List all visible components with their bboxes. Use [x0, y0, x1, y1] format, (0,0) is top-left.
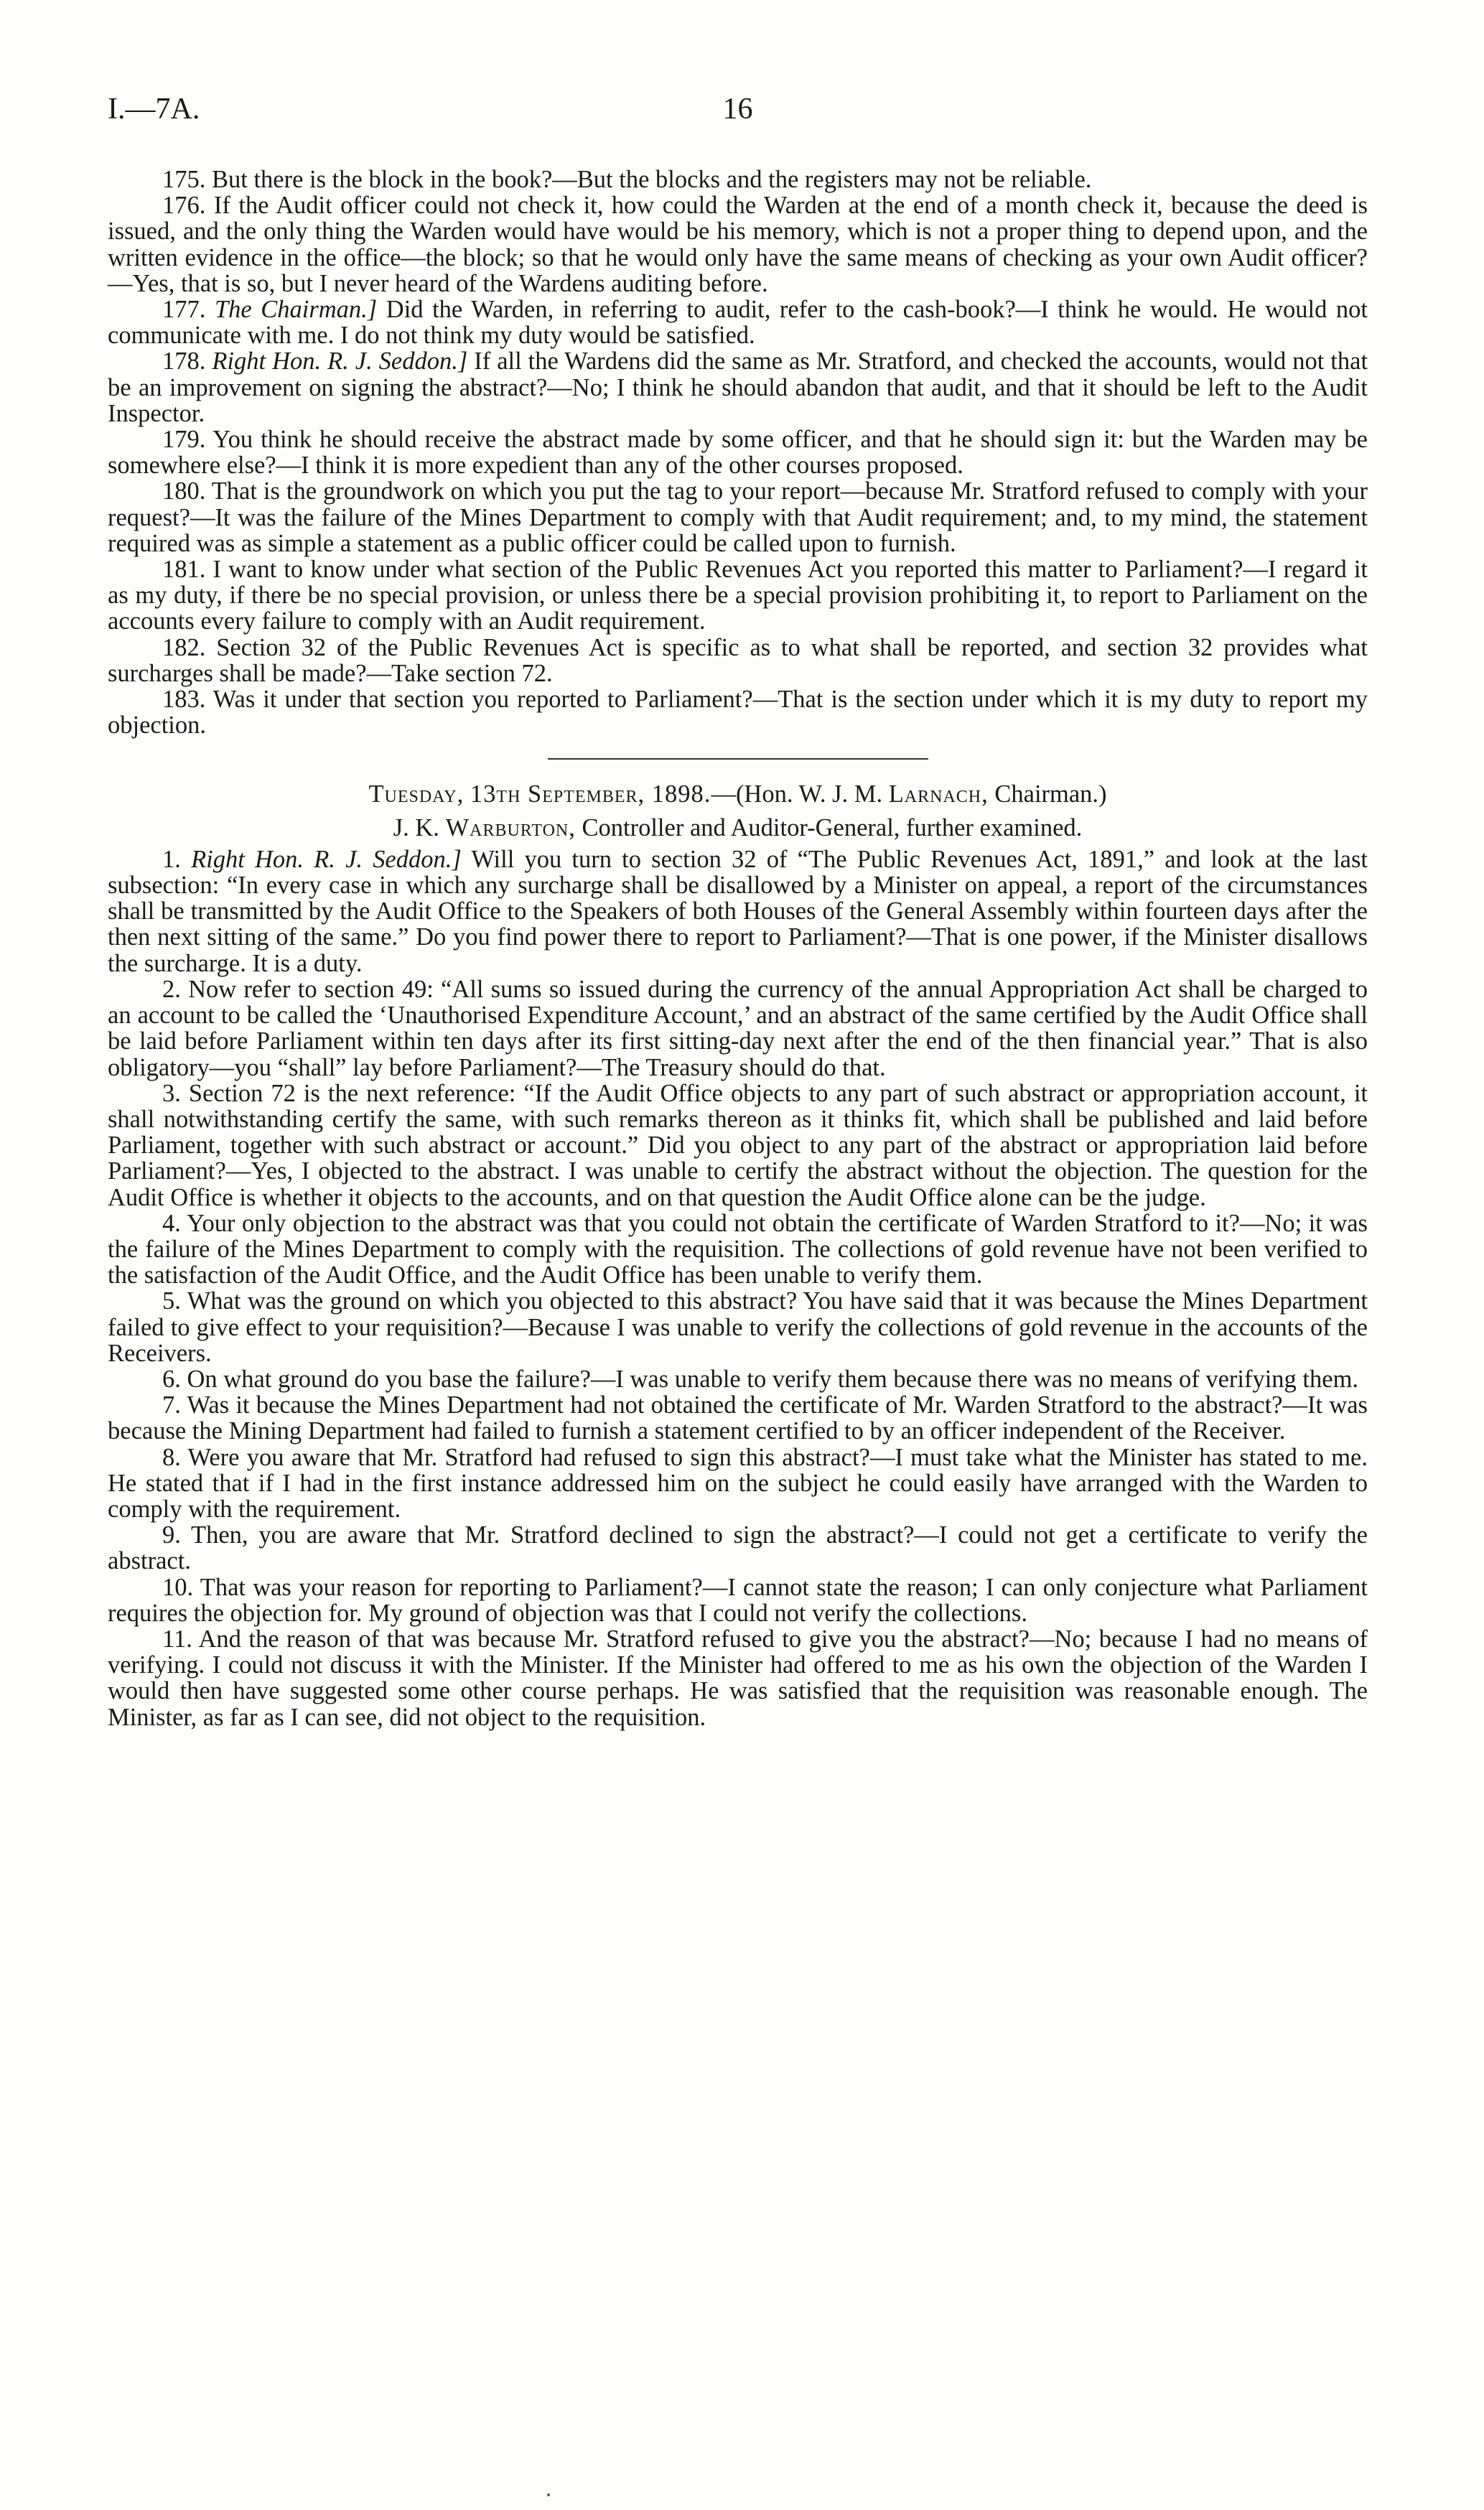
witness-name: Warburton,	[445, 813, 576, 841]
question-number: 1.	[162, 845, 181, 873]
question-number: 182.	[162, 633, 206, 661]
speaker-name: Right Hon. R. J. Seddon.]	[191, 845, 462, 873]
question-number: 178.	[162, 347, 206, 375]
question-number: 11.	[162, 1625, 192, 1653]
question-text: Was it under that section you reported to Parliament?—That is the section under which it is my duty to report my objection.	[108, 686, 1368, 740]
question-text: But there is the block in the book?—But the blocks and the registers may not be reliable.	[212, 166, 1092, 193]
question-paragraph	[108, 686, 1368, 738]
question-text: I want to know under what section of the Public Revenues Act you reported this matter to Parliament?—I regard it as my duty, if there be no special provision, or unless there be a special provision prohibiting it, to report to Parliament on the accounts every failure to comply with an Audit requirement.	[108, 556, 1368, 635]
question-number: 3.	[162, 1079, 181, 1107]
question-paragraph	[108, 192, 1368, 297]
question-number: 177.	[162, 296, 206, 324]
question-paragraph	[108, 297, 1368, 348]
witness-role: Controller and Auditor-General, further examined.	[582, 813, 1083, 841]
question-paragraph	[108, 348, 1368, 426]
chairman-suffix: Chairman.)	[994, 780, 1107, 808]
evidence-section-current	[108, 846, 1368, 1730]
question-number: 10.	[162, 1573, 194, 1601]
question-paragraph	[108, 426, 1368, 478]
question-paragraph	[108, 1210, 1368, 1289]
print-speck	[547, 2493, 550, 2496]
question-number: 175.	[162, 166, 206, 193]
question-number: 180.	[162, 477, 206, 505]
question-paragraph	[108, 635, 1368, 686]
question-paragraph	[108, 1445, 1368, 1523]
speaker-name: The Chairman.]	[214, 296, 378, 324]
question-number: 7.	[162, 1391, 181, 1419]
question-text: Then, you are aware that Mr. Stratford declined to sign the abstract?—I could not get a certificate to verify the abstract.	[108, 1521, 1368, 1575]
section-divider	[548, 758, 928, 760]
question-paragraph	[108, 1522, 1368, 1574]
question-paragraph	[108, 1081, 1368, 1210]
witness-heading	[108, 815, 1368, 841]
question-number: 183.	[162, 686, 206, 714]
chairman-prefix: —(Hon. W. J. M.	[711, 780, 883, 808]
question-number: 9.	[162, 1521, 181, 1549]
question-text: You think he should receive the abstract made by some officer, and that he should sign it: but the Warden may be somewhere else?—I think it is more expedient than any of the other courses proposed.	[108, 426, 1368, 480]
parliamentary-paper-reference: I.—7A.	[108, 93, 200, 126]
question-paragraph	[108, 1626, 1368, 1730]
question-paragraph	[108, 167, 1368, 192]
speaker-name: Right Hon. R. J. Seddon.]	[212, 347, 468, 375]
question-paragraph	[108, 976, 1368, 1081]
question-text: If the Audit officer could not check it, how could the Warden at the end of a month check it, because the deed is issued, and the only thing the Warden would have would be his memory, which is not a proper thing to depend upon, and the written evidence in the office—the block; so that he would only have the same means of checking as your own Audit officer?—Yes, that is so, but I never heard of the Wardens auditing before.	[108, 192, 1368, 297]
question-paragraph	[108, 846, 1368, 976]
question-paragraph	[108, 478, 1368, 556]
question-number: 4.	[162, 1209, 181, 1237]
sitting-heading	[108, 781, 1368, 807]
question-text: Section 72 is the next reference: “If the Audit Office objects to any part of such abstract or appropriation account, it shall notwithstanding certify the same, with such remarks thereon as it thinks fit, which shall be published and laid before Parliament, together with such abstract or account.” Did you object to any part of the abstract or appropriation laid before Parliament?—Yes, I objected to the abstract. I was unable to certify the abstract without the objection. The question for the Audit Office is whether it objects to the accounts, and on that question the Audit Office alone can be the judge.	[108, 1079, 1368, 1211]
question-paragraph	[108, 556, 1368, 635]
page-header	[108, 92, 1368, 135]
evidence-section-previous	[108, 167, 1368, 738]
question-text: That is the groundwork on which you put the tag to your report—because Mr. Stratford refused to comply with your request?—It was the failure of the Mines Department to comply with that Audit requirement; and, to my mind, the statement required was as simple a statement as a public officer could be called upon to furnish.	[108, 477, 1368, 557]
question-paragraph	[108, 1392, 1368, 1444]
question-text: And the reason of that was because Mr. Stratford refused to give you the abstract?—No; because I had no means of verifying. I could not discuss it with the Minister. If the Minister had offered to me as his own the objection of the Warden I would then have suggested some other course perhaps. He was satisfied that the requisition was reasonable enough. The Minister, as far as I can see, did not object to the requisition.	[108, 1625, 1368, 1731]
sitting-day: Tuesday,	[368, 780, 465, 808]
question-number: 6.	[162, 1365, 181, 1393]
document-body	[108, 167, 1368, 1730]
question-text: Was it because the Mines Department had not obtained the certificate of Mr. Warden Stratford to the abstract?—It was because the Mining Department had failed to furnish a statement certified to by an officer independent of the Receiver.	[108, 1391, 1368, 1445]
question-number: 5.	[162, 1287, 181, 1315]
question-text: If all the Wardens did the same as Mr. Stratford, and checked the accounts, would not that be an improvement on signing the abstract?—No; I think he should abandon that audit, and that it should be left to the Audit Inspector.	[108, 347, 1368, 427]
question-text: Section 32 of the Public Revenues Act is specific as to what shall be reported, and section 32 provides what surcharges shall be made?—Take section 72.	[108, 633, 1368, 687]
question-paragraph	[108, 1288, 1368, 1366]
question-number: 176.	[162, 192, 206, 220]
witness-initials: J. K.	[393, 813, 439, 841]
question-text: That was your reason for reporting to Parliament?—I cannot state the reason; I can only conjecture what Parliament requires the objection for. My ground of objection was that I could not verify the collections.	[108, 1573, 1368, 1627]
page-number: 16	[722, 93, 753, 126]
question-text: Your only objection to the abstract was that you could not obtain the certificate of Warden Stratford to it?—No; it was the failure of the Mines Department to comply with the requisition. The collections of gold revenue have not been verified to the satisfaction of the Audit Office, and the Audit Office has been unable to verify them.	[108, 1209, 1368, 1289]
chairman-name: Larnach,	[888, 780, 989, 808]
question-text: Did the Warden, in referring to audit, refer to the cash-book?—I think he would. He would not communicate with me. I do not think my duty would be satisfied.	[108, 296, 1368, 350]
question-number: 2.	[162, 975, 181, 1003]
question-text: On what ground do you base the failure?—I was unable to verify them because there was no means of verifying them.	[187, 1365, 1359, 1393]
question-paragraph	[108, 1366, 1368, 1392]
question-text: Now refer to section 49: “All sums so issued during the currency of the annual Appropriation Act shall be charged to an account to be called the ‘Unauthorised Expenditure Account,’ and an abstract of the same certified by the Audit Office shall be laid before Parliament within ten days after its first sitting-day next after the end of the then financial year.” That is also obligatory—you “shall” lay before Parliament?—The Treasury should do that.	[108, 975, 1368, 1081]
sitting-date: 13th September, 1898.	[470, 780, 711, 808]
question-number: 179.	[162, 426, 206, 454]
question-paragraph	[108, 1574, 1368, 1626]
question-text: Will you turn to section 32 of “The Public Revenues Act, 1891,” and look at the last subsection: “In every case in which any surcharge shall be disallowed by a Minister on appeal, a report of the circumstances shall be transmitted by the Audit Office to the Speakers of both Houses of the General Assembly within fourteen days after the then next sitting of the same.” Do you find power there to report to Parliament?—That is one power, if the Minister disallows the surcharge. It is a duty.	[108, 845, 1368, 977]
question-text: Were you aware that Mr. Stratford had refused to sign this abstract?—I must take what the Minister has stated to me. He stated that if I had in the first instance addressed him on the subject he could easily have arranged with the Warden to comply with the requirement.	[108, 1443, 1368, 1523]
question-number: 181.	[162, 556, 206, 584]
question-text: What was the ground on which you objected to this abstract? You have said that it was because the Mines Department failed to give effect to your requisition?—Because I was unable to verify the collections of gold revenue in the accounts of the Receivers.	[108, 1287, 1368, 1367]
question-number: 8.	[162, 1443, 181, 1471]
